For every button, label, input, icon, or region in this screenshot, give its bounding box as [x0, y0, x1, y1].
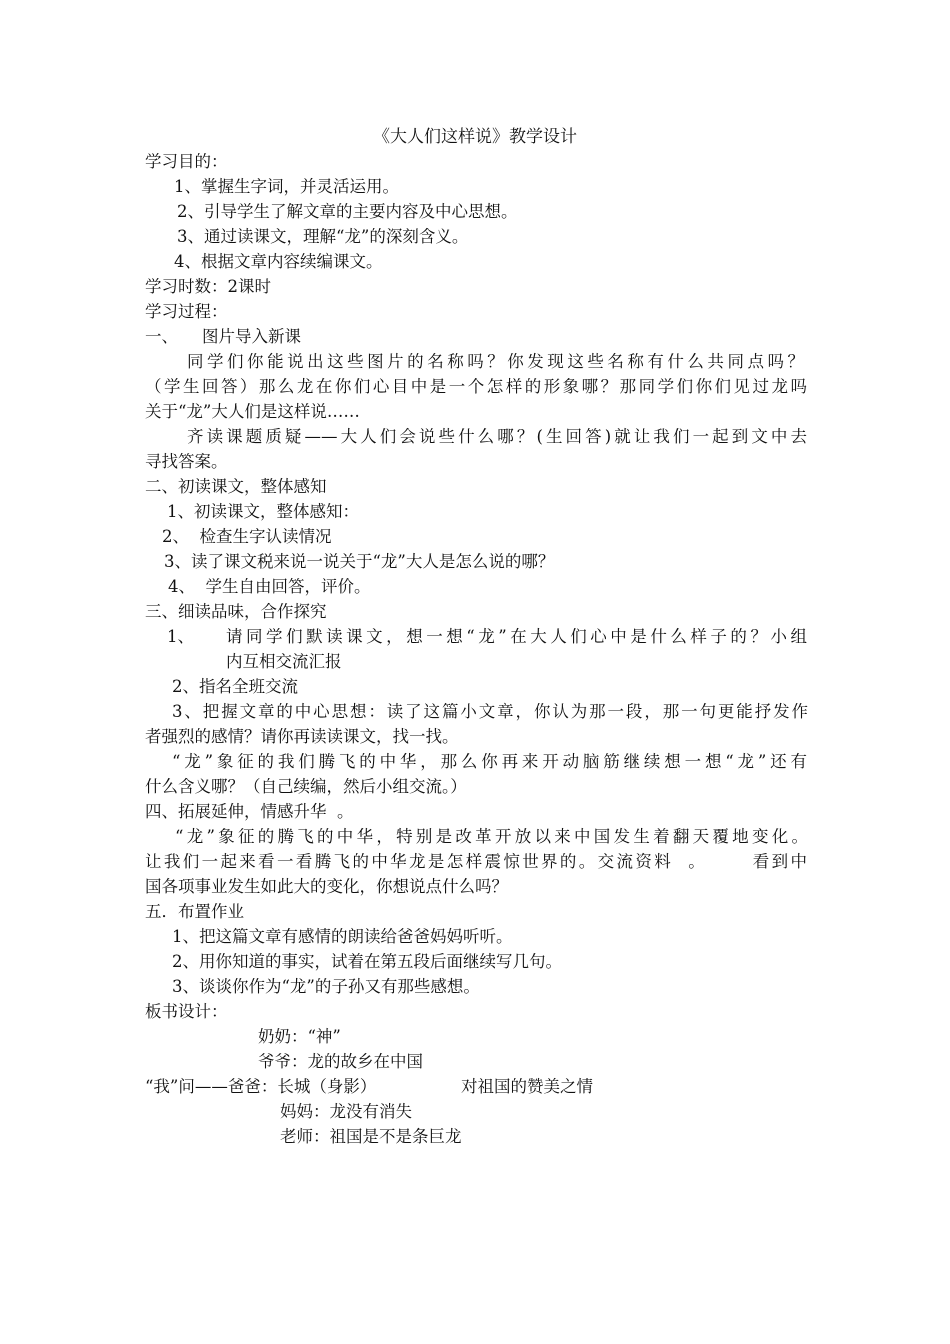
homework-item: 1、把这篇文章有感情的朗读给爸爸妈妈听听。	[172, 927, 513, 946]
section-3-paragraph-line: 什么含义哪？（自己续编，然后小组交流。）	[145, 777, 467, 796]
section-1-paragraph-line: （学生回答）那么龙在你们心目中是一个怎样的形象哪？那同学们你们见过龙吗	[145, 377, 807, 396]
section-1-paragraph-line: 齐读课题质疑——大人们会说些什么哪？(生回答)就让我们一起到文中去	[187, 427, 807, 446]
section-1-number: 一、	[145, 327, 178, 346]
section-1-paragraph-line: 关于“龙”大人们是这样说……	[145, 402, 360, 421]
homework-item: 3、谈谈你作为“龙”的子孙又有那些感想。	[172, 977, 480, 996]
objective-item: 4、根据文章内容续编课文。	[174, 252, 383, 271]
section-1-heading: 图片导入新课	[202, 327, 301, 346]
objective-item: 1、掌握生字词，并灵活运用。	[174, 177, 399, 196]
study-hours: 学习时数：2课时	[145, 277, 271, 296]
section-3-item-line: 者强烈的感情？请你再读读课文，找一找。	[145, 727, 459, 746]
section-1-paragraph-line: 寻找答案。	[145, 452, 228, 471]
board-design-heading: 板书设计：	[145, 1002, 228, 1021]
section-3-heading: 三、细读品味，合作探究	[145, 602, 327, 621]
board-grandpa: 爷爷：龙的故乡在中国	[258, 1052, 423, 1071]
homework-item: 2、用你知道的事实，试着在第五段后面继续写几句。	[172, 952, 562, 971]
section-3-item: 2、指名全班交流	[172, 677, 298, 696]
board-teacher: 老师：祖国是不是条巨龙	[280, 1127, 462, 1146]
section-2-item: 2、 检查生字认读情况	[162, 527, 332, 546]
section-2-item: 1、初读课文，整体感知：	[167, 502, 359, 521]
section-2-item: 4、 学生自由回答，评价。	[168, 577, 371, 596]
section-4-paragraph-line: 让我们一起来看一看腾飞的中华龙是怎样震惊世界的。交流资料 。 看到中	[145, 852, 807, 871]
section-1-paragraph-line: 同学们你能说出这些图片的名称吗？你发现这些名称有什么共同点吗？	[187, 352, 804, 371]
objectives-heading: 学习目的：	[145, 152, 228, 171]
objective-item: 2、引导学生了解文章的主要内容及中心思想。	[177, 202, 518, 221]
board-me-dad: “我”问——爸爸：长城（身影）	[145, 1077, 377, 1096]
section-4-heading: 四、拓展延伸，情感升华 。	[145, 802, 354, 821]
section-5-heading: 五．布置作业	[145, 902, 244, 921]
section-4-paragraph-line: 国各项事业发生如此大的变化，你想说点什么吗？	[145, 877, 508, 896]
section-3-item-line: 请同学们默读课文，想一想“龙”在大人们心中是什么样子的？小组	[226, 627, 807, 646]
document-title: 《大人们这样说》教学设计	[373, 127, 577, 147]
section-4-paragraph-line: “龙”象征的腾飞的中华，特别是改革开放以来中国发生着翻天覆地变化。	[175, 827, 808, 846]
section-3-item-number: 1、	[167, 627, 194, 646]
section-3-paragraph-line: “龙”象征的我们腾飞的中华，那么你再来开动脑筋继续想一想“龙”还有	[172, 752, 807, 771]
board-grandma: 奶奶：“神”	[258, 1027, 341, 1046]
section-3-item-line: 3、把握文章的中心思想：读了这篇小文章，你认为那一段，那一句更能抒发作	[172, 702, 808, 721]
board-theme: 对祖国的赞美之情	[461, 1077, 593, 1096]
section-3-item-line: 内互相交流汇报	[226, 652, 342, 671]
board-mom: 妈妈：龙没有消失	[280, 1102, 412, 1121]
section-2-item: 3、读了课文税来说一说关于“龙”大人是怎么说的哪？	[164, 552, 555, 571]
process-heading: 学习过程：	[145, 302, 228, 321]
objective-item: 3、通过读课文，理解“龙”的深刻含义。	[177, 227, 469, 246]
section-2-heading: 二、初读课文，整体感知	[145, 477, 327, 496]
